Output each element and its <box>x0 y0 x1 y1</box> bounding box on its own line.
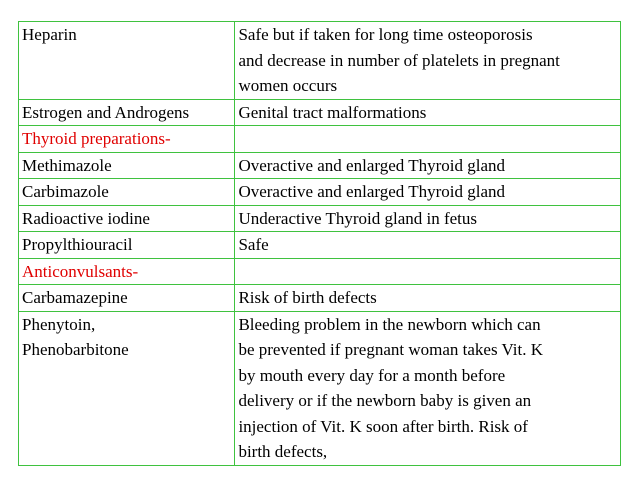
drug-name-cell <box>19 22 235 100</box>
empty-cell <box>235 126 621 153</box>
drug-name-cell <box>19 99 235 126</box>
drug-name: Estrogen and Androgens <box>22 102 190 122</box>
section-heading-thyroid: Thyroid preparations- <box>22 129 171 148</box>
drug-effects-table <box>18 21 621 466</box>
section-heading-anticonvulsants: Anticonvulsants- <box>22 261 139 281</box>
effect-cell <box>235 99 621 126</box>
drug-name-cell <box>19 285 235 312</box>
effect-cell <box>235 179 621 206</box>
effect-line: Safe but if taken for long time osteoporosis <box>238 25 533 44</box>
drug-name: Radioactive iodine <box>22 208 150 228</box>
table-row-estrogen-androgens <box>19 99 621 126</box>
drug-name: Carbamazepine <box>22 288 128 307</box>
section-row-anticonvulsants <box>19 258 621 285</box>
drug-name-cell <box>19 205 235 232</box>
table-row-methimazole <box>19 152 621 179</box>
effect-cell <box>235 152 621 179</box>
effect-line: delivery or if the newborn baby is given an <box>238 391 532 410</box>
effect-line: Bleeding problem in the newborn which can <box>238 314 541 334</box>
drug-name: Phenobarbitone <box>22 340 129 359</box>
drug-name-cell <box>19 232 235 259</box>
effect-line: Risk of birth defects <box>238 288 377 307</box>
effect-cell <box>235 311 621 465</box>
effect-line: by mouth every day for a month before <box>238 365 506 385</box>
effect-line: Safe <box>238 235 269 254</box>
effect-cell <box>235 205 621 232</box>
drug-name: Propylthiouracil <box>22 235 133 254</box>
effect-line: birth defects, <box>238 442 328 461</box>
table-row-phenytoin-phenobarbitone <box>19 311 621 465</box>
drug-name-cell <box>19 152 235 179</box>
effect-cell <box>235 285 621 312</box>
effect-line: be prevented if pregnant woman takes Vit. K <box>238 340 544 359</box>
section-heading-cell <box>19 126 235 153</box>
drug-name: Methimazole <box>22 155 112 175</box>
table-row-carbamazepine <box>19 285 621 312</box>
drug-name: Phenytoin, <box>22 314 96 334</box>
effect-line: Genital tract malformations <box>238 102 427 122</box>
drug-name-cell <box>19 179 235 206</box>
effect-line: Overactive and enlarged Thyroid gland <box>238 155 505 175</box>
table-row-carbimazole <box>19 179 621 206</box>
effect-line: Overactive and enlarged Thyroid gland <box>238 182 505 201</box>
effect-cell <box>235 22 621 100</box>
table-row-propylthiouracil <box>19 232 621 259</box>
drug-name-cell <box>19 311 235 465</box>
section-row-thyroid <box>19 126 621 153</box>
table-row-radioactive-iodine <box>19 205 621 232</box>
effect-line: women occurs <box>238 76 338 95</box>
table-row-heparin <box>19 22 621 100</box>
effect-line: Underactive Thyroid gland in fetus <box>238 208 478 228</box>
effect-line: and decrease in number of platelets in pregnant <box>238 50 560 70</box>
empty-cell <box>235 258 621 285</box>
effect-line: injection of Vit. K soon after birth. Risk of <box>238 416 528 436</box>
drug-name: Carbimazole <box>22 182 109 201</box>
effect-cell <box>235 232 621 259</box>
section-heading-cell <box>19 258 235 285</box>
drug-name: Heparin <box>22 25 77 44</box>
